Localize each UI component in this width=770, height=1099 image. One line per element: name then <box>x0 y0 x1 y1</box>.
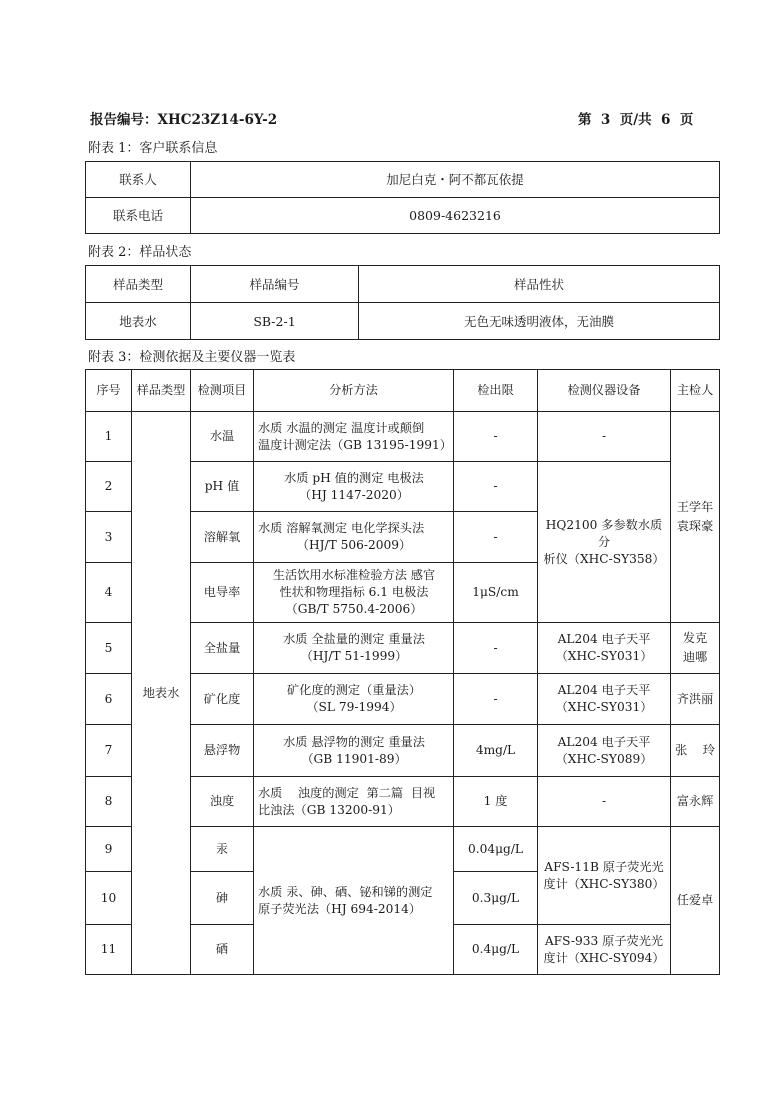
item-cell: 汞 <box>191 827 254 872</box>
instrument-line: AL204 电子天平 <box>557 734 651 749</box>
item-cell: 浊度 <box>191 777 254 827</box>
seq-cell: 8 <box>86 777 132 827</box>
instrument-line: 度计（XHC-SY380） <box>543 876 665 891</box>
method-line: 水质 悬浮物的测定 重量法 <box>283 734 425 749</box>
table-row <box>86 412 720 462</box>
instrument-line: AFS-933 原子荧光光 <box>544 933 664 948</box>
method-line: 水质 全盐量的测定 重量法 <box>283 632 425 646</box>
seq-cell: 9 <box>86 827 132 872</box>
method-line: 水质 溶解氧测定 电化学探头法 <box>258 521 425 535</box>
table-row <box>86 198 720 234</box>
seq-cell: 7 <box>86 725 132 777</box>
method-line: （GB 11901-89） <box>301 751 407 766</box>
method-line: 矿化度的测定（重量法） <box>286 683 422 697</box>
instrument-line: HQ2100 多参数水质分 <box>545 517 663 549</box>
column-header: 检测仪器设备 <box>538 370 671 412</box>
sample-type-cell: 地表水 <box>86 303 191 340</box>
item-cell: 溶解氧 <box>191 512 254 563</box>
method-line: （SL 79-1994） <box>306 700 402 714</box>
item-cell: 矿化度 <box>191 674 254 725</box>
method-cell <box>254 725 454 777</box>
instrument-line: （XHC-SY089） <box>555 751 653 766</box>
table1-caption: 附表 1：客户联系信息 <box>88 141 218 156</box>
table3-caption: 附表 3：检测依据及主要仪器一览表 <box>88 350 296 365</box>
instrument-line: （XHC-SY031） <box>555 649 653 663</box>
contact-person-label: 联系人 <box>86 162 191 198</box>
table-row <box>86 303 720 340</box>
method-line: 水质 汞、砷、硒、铋和锑的测定 <box>258 884 433 899</box>
limit-cell: - <box>454 512 538 563</box>
seq-cell: 6 <box>86 674 132 725</box>
contact-info-table <box>85 161 720 234</box>
limit-cell: - <box>454 412 538 462</box>
item-cell: 全盐量 <box>191 623 254 674</box>
item-cell: pH 值 <box>191 462 254 512</box>
method-line: 生活饮用水标准检验方法 感官 <box>272 568 436 582</box>
column-header: 样品编号 <box>191 266 359 303</box>
instrument-line: AL204 电子天平 <box>557 632 651 646</box>
method-cell <box>254 512 454 563</box>
method-line: 原子荧光法（HJ 694-2014） <box>258 901 422 916</box>
inspector-name: 发克 <box>682 631 708 645</box>
inspector-cell <box>671 623 720 674</box>
method-line: 水质 pH 值的测定 电极法 <box>284 470 424 485</box>
seq-cell: 4 <box>86 563 132 623</box>
inspector-cell: 齐洪丽 <box>671 674 720 725</box>
method-line: 水质 水温的测定 温度计或颠倒 <box>258 420 425 435</box>
inspector-name: 迪哪 <box>682 650 708 664</box>
instrument-cell <box>538 827 671 925</box>
instrument-line: （XHC-SY031） <box>555 700 653 714</box>
instrument-cell <box>538 674 671 725</box>
item-cell: 砷 <box>191 872 254 925</box>
contact-phone-value: 0809-4623216 <box>191 198 720 234</box>
instrument-cell <box>538 725 671 777</box>
column-header: 主检人 <box>671 370 720 412</box>
seq-cell: 10 <box>86 872 132 925</box>
method-cell <box>254 462 454 512</box>
column-header: 分析方法 <box>254 370 454 412</box>
table-row <box>86 162 720 198</box>
limit-cell: 0.3μg/L <box>454 872 538 925</box>
method-cell <box>254 412 454 462</box>
inspector-name: 袁琛豪 <box>676 519 714 533</box>
inspector-cell: 任爱卓 <box>671 827 720 975</box>
method-line: 温度计测定法（GB 13195-1991） <box>258 437 452 452</box>
inspector-cell <box>671 412 720 623</box>
method-line: （HJ 1147-2020） <box>299 487 409 502</box>
method-line: 性状和物理指标 6.1 电极法 <box>279 585 429 599</box>
column-header: 检测项目 <box>191 370 254 412</box>
item-cell: 电导率 <box>191 563 254 623</box>
sample-property-cell: 无色无味透明液体，无油膜 <box>359 303 720 340</box>
limit-cell: - <box>454 623 538 674</box>
method-line: （GB/T 5750.4-2006） <box>285 602 423 616</box>
inspector-cell: 富永辉 <box>671 777 720 827</box>
sample-type-cell: 地表水 <box>132 412 191 975</box>
methods-instruments-table <box>85 369 720 975</box>
seq-cell: 5 <box>86 623 132 674</box>
instrument-cell: - <box>538 412 671 462</box>
instrument-cell <box>538 462 671 623</box>
method-line: 水质 浊度的测定 第二篇 目视 <box>258 785 436 800</box>
limit-cell: 0.4μg/L <box>454 925 538 975</box>
method-cell <box>254 674 454 725</box>
column-header: 序号 <box>86 370 132 412</box>
limit-cell: 1 度 <box>454 777 538 827</box>
item-cell: 硒 <box>191 925 254 975</box>
method-cell <box>254 563 454 623</box>
table-header-row <box>86 370 720 412</box>
method-cell <box>254 827 454 975</box>
method-cell <box>254 777 454 827</box>
method-line: （HJ/T 506-2009） <box>296 538 412 552</box>
seq-cell: 1 <box>86 412 132 462</box>
instrument-cell: - <box>538 777 671 827</box>
report-number: 报告编号：XHC23Z14-6Y-2 <box>90 112 278 128</box>
instrument-line: 析仪（XHC-SY358） <box>543 551 665 566</box>
column-header: 样品类型 <box>132 370 191 412</box>
page-info: 第 3 页/共 6 页 <box>578 112 694 128</box>
instrument-line: 度计（XHC-SY094） <box>543 950 665 965</box>
limit-cell: 0.04μg/L <box>454 827 538 872</box>
method-line: 比浊法（GB 13200-91） <box>258 802 400 817</box>
item-cell: 水温 <box>191 412 254 462</box>
method-cell <box>254 623 454 674</box>
column-header: 样品类型 <box>86 266 191 303</box>
instrument-line: AFS-11B 原子荧光光 <box>544 859 664 874</box>
contact-person-value: 加尼白克・阿不都瓦依提 <box>191 162 720 198</box>
method-line: （HJ/T 51-1999） <box>300 649 408 663</box>
item-cell: 悬浮物 <box>191 725 254 777</box>
limit-cell: 1μS/cm <box>454 563 538 623</box>
table2-caption: 附表 2：样品状态 <box>88 245 192 260</box>
seq-cell: 2 <box>86 462 132 512</box>
column-header: 检出限 <box>454 370 538 412</box>
instrument-line: AL204 电子天平 <box>557 683 651 697</box>
seq-cell: 3 <box>86 512 132 563</box>
contact-phone-label: 联系电话 <box>86 198 191 234</box>
sample-id-cell: SB-2-1 <box>191 303 359 340</box>
inspector-cell: 张 玲 <box>671 725 720 777</box>
seq-cell: 11 <box>86 925 132 975</box>
table-header-row <box>86 266 720 303</box>
sample-status-table <box>85 265 720 340</box>
limit-cell: - <box>454 674 538 725</box>
instrument-cell <box>538 623 671 674</box>
limit-cell: - <box>454 462 538 512</box>
column-header: 样品性状 <box>359 266 720 303</box>
limit-cell: 4mg/L <box>454 725 538 777</box>
inspector-name: 王学年 <box>676 500 714 514</box>
instrument-cell <box>538 925 671 975</box>
